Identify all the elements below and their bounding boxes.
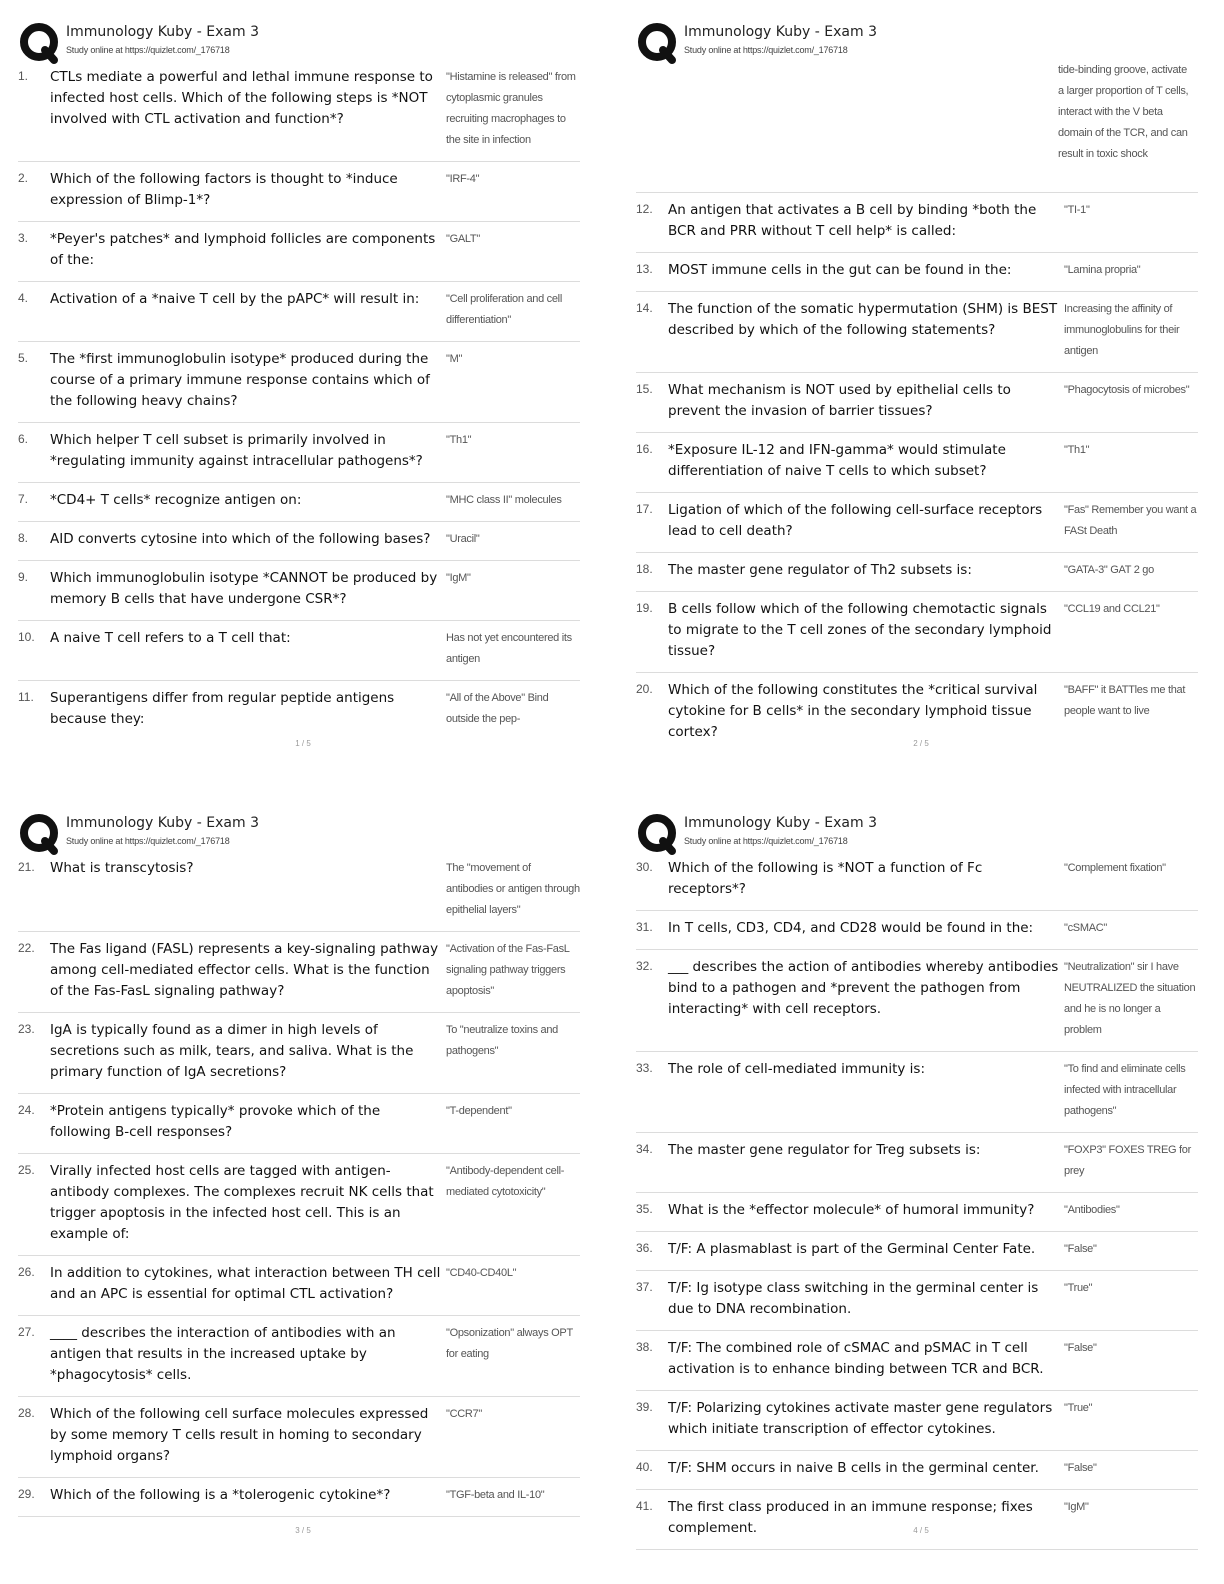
question-text: A naive T cell refers to a T cell that: [50, 630, 291, 646]
answer-text: "Activation of the Fas-FasL signaling pathway triggers apoptosis" [446, 943, 570, 997]
question-text: ____ describes the interaction of antibodies with an antigen that results in the increased uptake by *phagocytosis* cells. [50, 1325, 396, 1383]
qa-row [18, 1094, 580, 1154]
answer-text: "GALT" [446, 233, 480, 245]
answer-text: "Antibodies" [1064, 1204, 1120, 1216]
question-number: 33. [636, 1061, 653, 1075]
question-text: ___ describes the action of antibodies whereby antibodies bind to a pathogen and *prevent the pathogen from interacting* with cell receptors. [668, 959, 1059, 1017]
qa-row [636, 493, 1198, 553]
document-title: Immunology Kuby - Exam 3 [66, 24, 259, 40]
qa-row [18, 621, 580, 681]
question-text: Activation of a *naive T cell by the pAPC* will result in: [50, 291, 420, 307]
qa-row [636, 1193, 1198, 1232]
page-header [626, 803, 1216, 851]
question-number: 18. [636, 562, 653, 576]
question-text: The first class produced in an immune response; fixes complement. [668, 1499, 1033, 1536]
question-text: *Protein antigens typically* provoke which of the following B-cell responses? [50, 1103, 381, 1140]
qa-row [18, 561, 580, 621]
qa-row [636, 1232, 1198, 1271]
question-number: 38. [636, 1340, 653, 1354]
answer-text: "cSMAC" [1064, 922, 1107, 934]
question-text: Which of the following is a *tolerogenic cytokine*? [50, 1487, 391, 1503]
qa-row [18, 1256, 580, 1316]
qa-list [636, 60, 1198, 753]
quizlet-logo-icon [18, 22, 60, 64]
question-number: 39. [636, 1400, 653, 1414]
question-number: 37. [636, 1280, 653, 1294]
answer-text: "IRF-4" [446, 173, 480, 185]
question-number: 40. [636, 1460, 653, 1474]
qa-row [18, 162, 580, 222]
question-text: What mechanism is NOT used by epithelial cells to prevent the invasion of barrier tissues? [668, 382, 1011, 419]
answer-text: "GATA-3" GAT 2 go [1064, 564, 1154, 576]
qa-row [636, 373, 1198, 433]
qa-row [18, 222, 580, 282]
question-number: 36. [636, 1241, 653, 1255]
question-text: Which immunoglobulin isotype *CANNOT be produced by memory B cells that have undergone CSR*? [50, 570, 438, 607]
qa-row [18, 1478, 580, 1517]
qa-row [18, 60, 580, 162]
question-text: What is the *effector molecule* of humoral immunity? [668, 1202, 1035, 1218]
qa-row [636, 193, 1198, 253]
qa-row [636, 553, 1198, 592]
qa-row [636, 1133, 1198, 1193]
answer-text: "Antibody-dependent cell-mediated cytotoxicity" [446, 1165, 565, 1198]
answer-text: "CCL19 and CCL21" [1064, 603, 1160, 615]
question-number: 8. [18, 531, 29, 545]
answer-text: "Phagocytosis of microbes" [1064, 384, 1190, 396]
qa-row [636, 1052, 1198, 1133]
qa-row [18, 851, 580, 932]
question-text: In T cells, CD3, CD4, and CD28 would be found in the: [668, 920, 1034, 936]
answer-text: "IgM" [1064, 1501, 1089, 1513]
question-text: T/F: The combined role of cSMAC and pSMAC in T cell activation is to enhance binding between TCR and BCR. [668, 1340, 1044, 1377]
answer-text: "CCR7" [446, 1408, 482, 1420]
document-page-3 [8, 803, 598, 1573]
question-number: 30. [636, 860, 653, 874]
document-subtitle: Study online at https://quizlet.com/_176718 [684, 45, 848, 55]
question-number: 34. [636, 1142, 653, 1156]
question-text: T/F: SHM occurs in naive B cells in the germinal center. [668, 1460, 1039, 1476]
qa-row [18, 1397, 580, 1478]
document-title: Immunology Kuby - Exam 3 [684, 24, 877, 40]
qa-row [18, 483, 580, 522]
question-text: *CD4+ T cells* recognize antigen on: [50, 492, 302, 508]
document-page-2 [626, 12, 1216, 782]
page-number: 4 / 5 [913, 1526, 929, 1535]
question-text: B cells follow which of the following chemotactic signals to migrate to the T cell zones of the secondary lymphoid tissue? [668, 601, 1052, 659]
question-number: 31. [636, 920, 653, 934]
qa-row [18, 342, 580, 423]
question-text: T/F: Ig isotype class switching in the germinal center is due to DNA recombination. [668, 1280, 1039, 1317]
qa-row [18, 932, 580, 1013]
qa-row [18, 1154, 580, 1256]
question-number: 4. [18, 291, 29, 305]
qa-list [18, 851, 580, 1517]
qa-row [636, 1490, 1198, 1550]
question-number: 15. [636, 382, 653, 396]
qa-row [636, 592, 1198, 673]
answer-text: "M" [446, 353, 463, 365]
question-number: 27. [18, 1325, 35, 1339]
question-text: Ligation of which of the following cell-surface receptors lead to cell death? [668, 502, 1043, 539]
question-number: 9. [18, 570, 29, 584]
qa-row [636, 1451, 1198, 1490]
question-text: The master gene regulator for Treg subsets is: [668, 1142, 981, 1158]
qa-row [18, 423, 580, 483]
qa-row [636, 292, 1198, 373]
question-number: 16. [636, 442, 653, 456]
qa-row [636, 1391, 1198, 1451]
answer-text: "True" [1064, 1282, 1093, 1294]
answer-text: "CD40-CD40L" [446, 1267, 517, 1279]
question-text: Which of the following constitutes the *critical survival cytokine for B cells* in the secondary lymphoid tissue cortex? [668, 682, 1038, 740]
question-text: IgA is typically found as a dimer in high levels of secretions such as milk, tears, and saliva. What is the primary function of IgA secretions? [50, 1022, 414, 1080]
question-number: 6. [18, 432, 29, 446]
answer-text: "To find and eliminate cells infected with intracellular pathogens" [1064, 1063, 1186, 1117]
question-text: Which of the following cell surface molecules expressed by some memory T cells result in homing to secondary lymphoid organs? [50, 1406, 429, 1464]
question-number: 41. [636, 1499, 653, 1513]
answer-text: "T-dependent" [446, 1105, 512, 1117]
continued-answer-row [636, 60, 1198, 193]
question-text: Superantigens differ from regular peptide antigens because they: [50, 690, 395, 727]
question-number: 12. [636, 202, 653, 216]
answer-text: "Th1" [1064, 444, 1090, 456]
answer-text: "Lamina propria" [1064, 264, 1141, 276]
question-number: 23. [18, 1022, 35, 1036]
answer-text: To "neutralize toxins and pathogens" [446, 1024, 558, 1057]
answer-text: "Neutralization" sir I have NEUTRALIZED the situation and he is no longer a problem [1064, 961, 1196, 1036]
answer-text: Has not yet encountered its antigen [446, 632, 572, 665]
question-text: T/F: A plasmablast is part of the Germinal Center Fate. [668, 1241, 1036, 1257]
question-number: 26. [18, 1265, 35, 1279]
answer-text: tide-binding groove, activate a larger proportion of T cells, interact with the V beta domain of the TCR, and can result in toxic shock [1058, 64, 1189, 160]
answer-text: "Complement fixation" [1064, 862, 1166, 874]
answer-text: "Opsonization" always OPT for eating [446, 1327, 573, 1360]
qa-row [636, 851, 1198, 911]
qa-row [636, 433, 1198, 493]
question-text: Virally infected host cells are tagged with antigen-antibody complexes. The complexes recruit NK cells that trigger apoptosis in the infected host cell. This is an example of: [50, 1163, 434, 1242]
document-page-1 [8, 12, 598, 782]
answer-text: "Uracil" [446, 533, 480, 545]
question-number: 10. [18, 630, 35, 644]
question-text: The *first immunoglobulin isotype* produced during the course of a primary immune response contains which of the following heavy chains? [50, 351, 430, 409]
qa-row [18, 1013, 580, 1094]
question-number: 20. [636, 682, 653, 696]
question-number: 32. [636, 959, 653, 973]
answer-text: "IgM" [446, 572, 471, 584]
question-number: 29. [18, 1487, 35, 1501]
page-header [626, 12, 1216, 60]
question-number: 22. [18, 941, 35, 955]
answer-text: "FOXP3" FOXES TREG for prey [1064, 1144, 1191, 1177]
document-title: Immunology Kuby - Exam 3 [684, 815, 877, 831]
document-page-4 [626, 803, 1216, 1573]
answer-text: "Histamine is released" from cytoplasmic granules recruiting macrophages to the site in infection [446, 71, 576, 146]
answer-text: "True" [1064, 1402, 1093, 1414]
question-number: 3. [18, 231, 29, 245]
quizlet-logo-icon [636, 22, 678, 64]
document-title: Immunology Kuby - Exam 3 [66, 815, 259, 831]
document-subtitle: Study online at https://quizlet.com/_176718 [66, 45, 230, 55]
page-number: 1 / 5 [295, 739, 311, 748]
question-number: 28. [18, 1406, 35, 1420]
question-text: Which helper T cell subset is primarily involved in *regulating immunity against intracellular pathogens*? [50, 432, 423, 469]
question-text: An antigen that activates a B cell by binding *both the BCR and PRR without T cell help* is called: [668, 202, 1037, 239]
question-number: 2. [18, 171, 29, 185]
document-subtitle: Study online at https://quizlet.com/_176718 [66, 836, 230, 846]
qa-row [18, 681, 580, 740]
answer-text: "False" [1064, 1243, 1097, 1255]
qa-row [636, 1331, 1198, 1391]
question-text: The master gene regulator of Th2 subsets is: [668, 562, 972, 578]
question-text: The role of cell-mediated immunity is: [668, 1061, 925, 1077]
question-text: MOST immune cells in the gut can be found in the: [668, 262, 1012, 278]
page-header [8, 12, 598, 60]
answer-text: "All of the Above" Bind outside the pep- [446, 692, 549, 725]
quizlet-logo-icon [636, 813, 678, 855]
qa-list [18, 60, 580, 740]
question-number: 35. [636, 1202, 653, 1216]
question-number: 21. [18, 860, 35, 874]
question-text: Which of the following is *NOT a function of Fc receptors*? [668, 860, 983, 897]
question-number: 19. [636, 601, 653, 615]
question-text: The Fas ligand (FASL) represents a key-signaling pathway among cell-mediated effector cells. What is the function of the Fas-FasL signaling pathway? [50, 941, 439, 999]
quizlet-logo-icon [18, 813, 60, 855]
question-text: The function of the somatic hypermutation (SHM) is BEST described by which of the following statements? [668, 301, 1058, 338]
qa-row [636, 253, 1198, 292]
qa-row [18, 1316, 580, 1397]
question-number: 11. [18, 690, 34, 704]
answer-text: Increasing the affinity of immunoglobulins for their antigen [1064, 303, 1180, 357]
page-number: 3 / 5 [295, 1526, 311, 1535]
answer-text: The "movement of antibodies or antigen through epithelial layers" [446, 862, 580, 916]
answer-text: "False" [1064, 1462, 1097, 1474]
question-number: 25. [18, 1163, 35, 1177]
page-number: 2 / 5 [913, 739, 929, 748]
question-number: 1. [18, 69, 29, 83]
question-text: What is transcytosis? [50, 860, 194, 876]
question-text: Which of the following factors is thought to *induce expression of Blimp-1*? [50, 171, 398, 208]
question-text: CTLs mediate a powerful and lethal immune response to infected host cells. Which of the following steps is *NOT involved with CTL activation and function*? [50, 69, 433, 127]
answer-text: "Fas" Remember you want a FASt Death [1064, 504, 1197, 537]
question-text: *Peyer's patches* and lymphoid follicles are components of the: [50, 231, 436, 268]
qa-row [636, 950, 1198, 1052]
qa-row [18, 282, 580, 342]
question-number: 5. [18, 351, 29, 365]
qa-row [636, 1271, 1198, 1331]
qa-list [636, 851, 1198, 1550]
answer-text: "Cell proliferation and cell differentiation" [446, 293, 562, 326]
document-subtitle: Study online at https://quizlet.com/_176718 [684, 836, 848, 846]
answer-text: "Th1" [446, 434, 472, 446]
page-header [8, 803, 598, 851]
answer-text: "TGF-beta and IL-10" [446, 1489, 545, 1501]
question-number: 13. [636, 262, 653, 276]
qa-row [18, 522, 580, 561]
question-number: 14. [636, 301, 653, 315]
answer-text: "BAFF" it BATTles me that people want to live [1064, 684, 1186, 717]
answer-text: "TI-1" [1064, 204, 1090, 216]
question-number: 17. [636, 502, 653, 516]
question-text: T/F: Polarizing cytokines activate master gene regulators which initiate transcription of effector cytokines. [668, 1400, 1053, 1437]
answer-text: "False" [1064, 1342, 1097, 1354]
question-text: In addition to cytokines, what interaction between TH cell and an APC is essential for optimal CTL activation? [50, 1265, 441, 1302]
question-number: 24. [18, 1103, 35, 1117]
qa-row [636, 911, 1198, 950]
question-text: AID converts cytosine into which of the following bases? [50, 531, 431, 547]
answer-text: "MHC class II" molecules [446, 494, 562, 506]
question-number: 7. [18, 492, 29, 506]
question-text: *Exposure IL-12 and IFN-gamma* would stimulate differentiation of naive T cells to which subset? [668, 442, 1006, 479]
